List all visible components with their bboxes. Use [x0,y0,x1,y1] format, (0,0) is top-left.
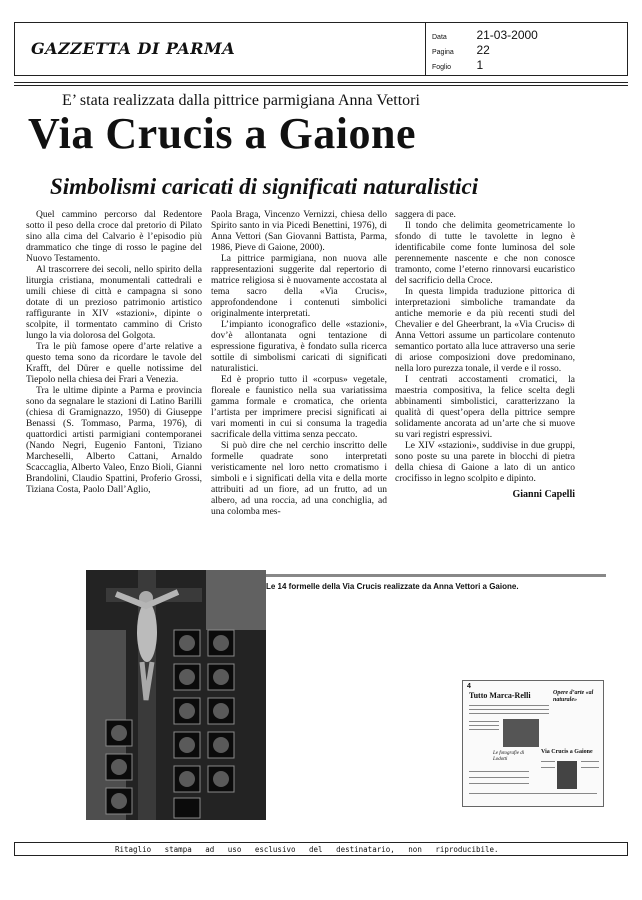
article-title: Via Crucis a Gaione [28,109,416,158]
paragraph: Quel cammino percorso dal Redentore sotto il peso della croce dal pretorio di Pilato sino alla cima del Calvario è l’episodio più drammatico che tinge di rosso le pagine del Nuovo Testamento. [26,210,202,264]
thumb-text-line [469,777,529,778]
article-kicker: E’ stata realizzata dalla pittrice parmigiana Anna Vettori [62,92,420,109]
caption-rule [266,574,606,577]
copyright-notice: Ritaglio stampa ad uso esclusivo del destinatario, non riproducibile. [115,845,499,854]
date-value: 21-03-2000 [476,28,538,42]
photo-caption: Le 14 formelle della Via Crucis realizzate da Anna Vettori a Gaione. [266,582,519,591]
paragraph: La pittrice parmigiana, non nuova alle rappresentazioni suggerite dal repertorio di matrice religiosa si è nuovamente accostata al tema sacro della «Via Crucis», approfondendone i contenuti simbolici originalmente interpretati. [211,254,387,319]
via-crucis-photo [86,570,266,820]
thumb-text-line [469,793,597,794]
paragraph: Tra le ultime dipinte a Parma e provincia sono da segnalare le stazioni di Latino Barilli (chiesa di Gramignazzo, 1950) di Giuseppe Benassi (S. Tommaso, Parma, 1976), di quattordici artisti parmigiani contemporanei (Nando Negri, Eugenio Fantoni, Tiziano Marcheselli, Alberto Cattani, Arnaldo Scaccaglia, Alberto Valeo, Enzo Bioli, Gianni Brandolini, Claudio Spattini, Proferio Grossi, Tiziana Costa, Paolo Dall’Aglio, [26,386,202,495]
crucifix-wall-image [86,570,266,820]
article-column-1 [26,210,202,496]
article-subtitle: Simbolismi caricati di significati naturalistici [50,174,479,199]
thumb-text-line [469,721,499,722]
divider-line [14,85,628,86]
thumb-text-line [469,713,549,714]
article-column-3 [395,210,575,500]
thumb-photo [557,761,577,789]
meta-sheet [432,56,483,74]
paragraph: Al trascorrere dei secoli, nello spirito della liturgia cristiana, monumentali cattedrali e umili chiese di città e campagna si sono dotate di un prezioso patrimonio artistico raffigurante in XIV «stazioni», dipinte o scolpite, il tormentato cammino di Cristo lungo la via dolorosa del Golgota. [26,265,202,341]
thumb-page-number: 4 [467,683,471,690]
paragraph: Ed è proprio tutto il «corpus» vegetale, floreale e faunistico nella sua variatissima gamma formale e cromatica, che orienta l’artista per imprimere precisi significati ai vari momenti in cui si consuma la tragedia sacrificale della vittima senza peccato. [211,375,387,440]
paragraph: L’impianto iconografico delle «stazioni», dov’è allontanata ogni tentazione di espressione figurativa, è fondato sulla ricerca sottile di simbolismi caricati di significati naturalistici. [211,320,387,374]
thumb-text-line [469,729,499,730]
thumb-text-line [469,771,529,772]
page-value: 22 [476,43,490,57]
page-label: Pagina [432,49,454,56]
author-signature: Gianni Capelli [512,489,575,500]
thumb-text-line [469,783,529,784]
thumb-headline: Tutto Marca-Relli [469,691,531,700]
paragraph: Paola Braga, Vincenzo Vernizzi, chiesa dello Spirito santo in via Picedi Benettini, 1976), di Anna Vettori (San Giovanni Battista, Parma, 1986, Pieve di Gaione, 2000). [211,210,387,253]
clipping-header [14,22,628,76]
thumb-photo [503,719,539,747]
paragraph: In questa limpida traduzione pittorica di interpretazioni simboliche tramandate da antiche memorie e da più recenti studi del Chevalier e del Gheerbrant, la «Via Crucis» di Anna Vettori assume un particolare contenuto semantico portato alla luce attraverso una serie di ariose composizioni dove predominano, nella loro purezza tonale, il verde e il rosso. [395,287,575,374]
thumb-text-line [469,705,549,706]
thumb-headline-2: Opere d’arte «al naturale» [553,690,594,703]
thumb-text-line [469,725,499,726]
divider-line [14,82,628,83]
thumb-text-line [541,767,555,768]
thumb-text-line [469,709,549,710]
clipping-meta [425,23,628,75]
masthead-logo: GAZZETTA DI PARMA [31,39,236,58]
sheet-label: Foglio [432,64,452,71]
thumb-headline-4: Le fotografie di Lodotti [493,751,525,762]
page-thumbnail [462,680,604,807]
article-column-2 [211,210,387,518]
thumb-text-line [581,761,599,762]
paragraph: saggera di pace. [395,210,456,220]
paragraph: Tra le più famose opere d’arte relative a questo tema sono da ricordare le tavole del Krafft, del Dürer e quelle notissime del Tiepolo nella chiesa dei Frari a Venezia. [26,342,202,385]
paragraph: Il tondo che delimita geometricamente lo sfondo di tutte le tavolette in legno è identificabile come fonte luminosa del sole perennemente nascente e che non conosce tramonto, come l’eterno rinnovarsi eucaristico del sacrificio della Croce. [395,221,575,286]
paragraph: Le XIV «stazioni», suddivise in due gruppi, sono poste su una parete in blocchi di pietra della chiesa di Gaione a lato di un antico crocifisso in legno scolpito e dipinto. [395,441,575,484]
thumb-text-line [581,767,599,768]
thumb-headline-3: Via Crucis a Gaione [541,749,593,755]
sheet-value: 1 [476,58,484,72]
date-label: Data [432,34,447,41]
paragraph: I centrati accostamenti cromatici, la maestria compositiva, la felice scelta degli abbinamenti simbolistici, caratterizzano la qualità di quest’opera della pittrice sempre solidamente ancorata ad un’arte che si muove su vari registri espressivi. [395,375,575,440]
clipping-footer [14,842,628,856]
paragraph: Si può dire che nel cerchio inscritto delle formelle quadrate sono interpretati veristicamente nel loro netto cromatismo i simboli e i significati della vita e della morte attribuiti ad un fiore, ad un frutto, ad un albero, ad una roccia, ad una conchiglia, ad una colomba mes- [211,441,387,517]
thumb-text-line [541,761,555,762]
